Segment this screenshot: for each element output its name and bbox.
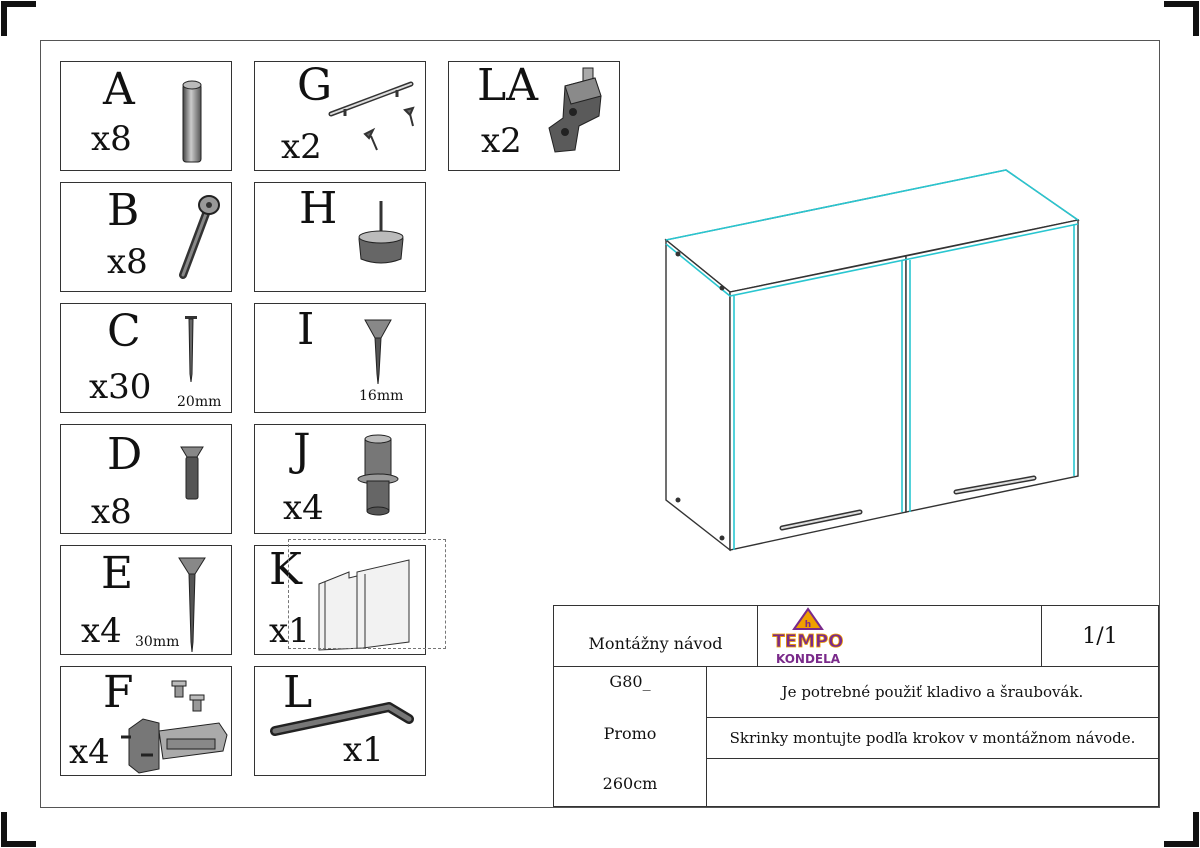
- part-letter: I: [297, 304, 315, 355]
- part-letter: LA: [477, 60, 538, 111]
- page-number: 1/1: [1082, 623, 1118, 649]
- tools-note: Je potrebné použiť kladivo a šraubovák.: [781, 683, 1084, 701]
- part-quantity: x1: [343, 730, 384, 770]
- part-quantity: x8: [107, 242, 148, 282]
- title-block: [553, 605, 1159, 807]
- part-quantity: x30: [89, 367, 152, 407]
- part-letter: D: [107, 429, 143, 480]
- part-h: [254, 182, 426, 292]
- svg-text:TEMPO: TEMPO: [772, 631, 844, 652]
- part-letter: L: [283, 667, 313, 718]
- handle-with-screws-icon: [325, 70, 423, 160]
- glide-foot-icon: [351, 199, 411, 269]
- shelf-support-icon: [355, 433, 401, 525]
- part-letter: A: [103, 64, 135, 115]
- part-e: [60, 545, 232, 655]
- tempo-kondela-logo: [768, 607, 848, 665]
- svg-text:KONDELA: KONDELA: [775, 652, 841, 665]
- part-a: [60, 61, 232, 171]
- dowel-icon: [177, 76, 207, 166]
- long-screw-icon: [177, 556, 207, 654]
- part-letter: B: [107, 185, 140, 236]
- part-size: 20mm: [177, 394, 222, 410]
- document-title: Montážny návod: [588, 633, 723, 653]
- part-la: [448, 61, 620, 171]
- part-letter: J: [293, 425, 311, 476]
- part-f: [60, 666, 232, 776]
- detail-highlight-box: [288, 539, 446, 649]
- part-quantity: x2: [481, 121, 522, 161]
- part-l: [254, 666, 426, 776]
- crop-mark-bottom-right: [1164, 812, 1200, 848]
- svg-text:h: h: [804, 620, 812, 630]
- part-letter: H: [299, 183, 338, 234]
- part-letter: F: [103, 667, 134, 718]
- part-quantity: x1: [269, 611, 310, 651]
- hanging-bracket-icon: [545, 66, 609, 166]
- part-d: [60, 424, 232, 534]
- part-size: 16mm: [359, 388, 404, 404]
- nail-icon: [181, 314, 201, 384]
- cam-bolt-icon: [179, 443, 205, 505]
- part-letter: G: [297, 60, 333, 111]
- wood-screw-icon: [363, 318, 393, 388]
- part-quantity: x8: [91, 492, 132, 532]
- part-j: [254, 424, 426, 534]
- allen-key-icon: [269, 695, 417, 743]
- part-letter: E: [101, 548, 134, 599]
- part-quantity: x4: [69, 732, 110, 772]
- product-code: G80_: [609, 671, 651, 691]
- part-quantity: x2: [281, 127, 322, 167]
- crop-mark-top-left: [0, 0, 36, 36]
- assembly-note: Skrinky montujte podľa krokov v montážnom návode.: [729, 729, 1136, 747]
- part-g: [254, 61, 426, 171]
- part-letter: K: [269, 544, 302, 595]
- part-size: 30mm: [135, 634, 180, 650]
- part-c: [60, 303, 232, 413]
- door-hinge-icon: [119, 675, 231, 775]
- brand-logo: [758, 606, 1041, 666]
- part-quantity: x4: [283, 488, 324, 528]
- part-letter: C: [107, 306, 141, 357]
- wall-cabinet-drawing: [650, 160, 1090, 560]
- part-b: [60, 182, 232, 292]
- part-i: [254, 303, 426, 413]
- part-quantity: x4: [81, 611, 122, 651]
- crop-mark-top-right: [1164, 0, 1200, 36]
- confirmat-screw-icon: [169, 189, 225, 285]
- part-quantity: x8: [91, 119, 132, 159]
- crop-mark-bottom-left: [0, 812, 36, 848]
- product-line: Promo: [603, 723, 657, 743]
- product-width: 260cm: [602, 773, 658, 793]
